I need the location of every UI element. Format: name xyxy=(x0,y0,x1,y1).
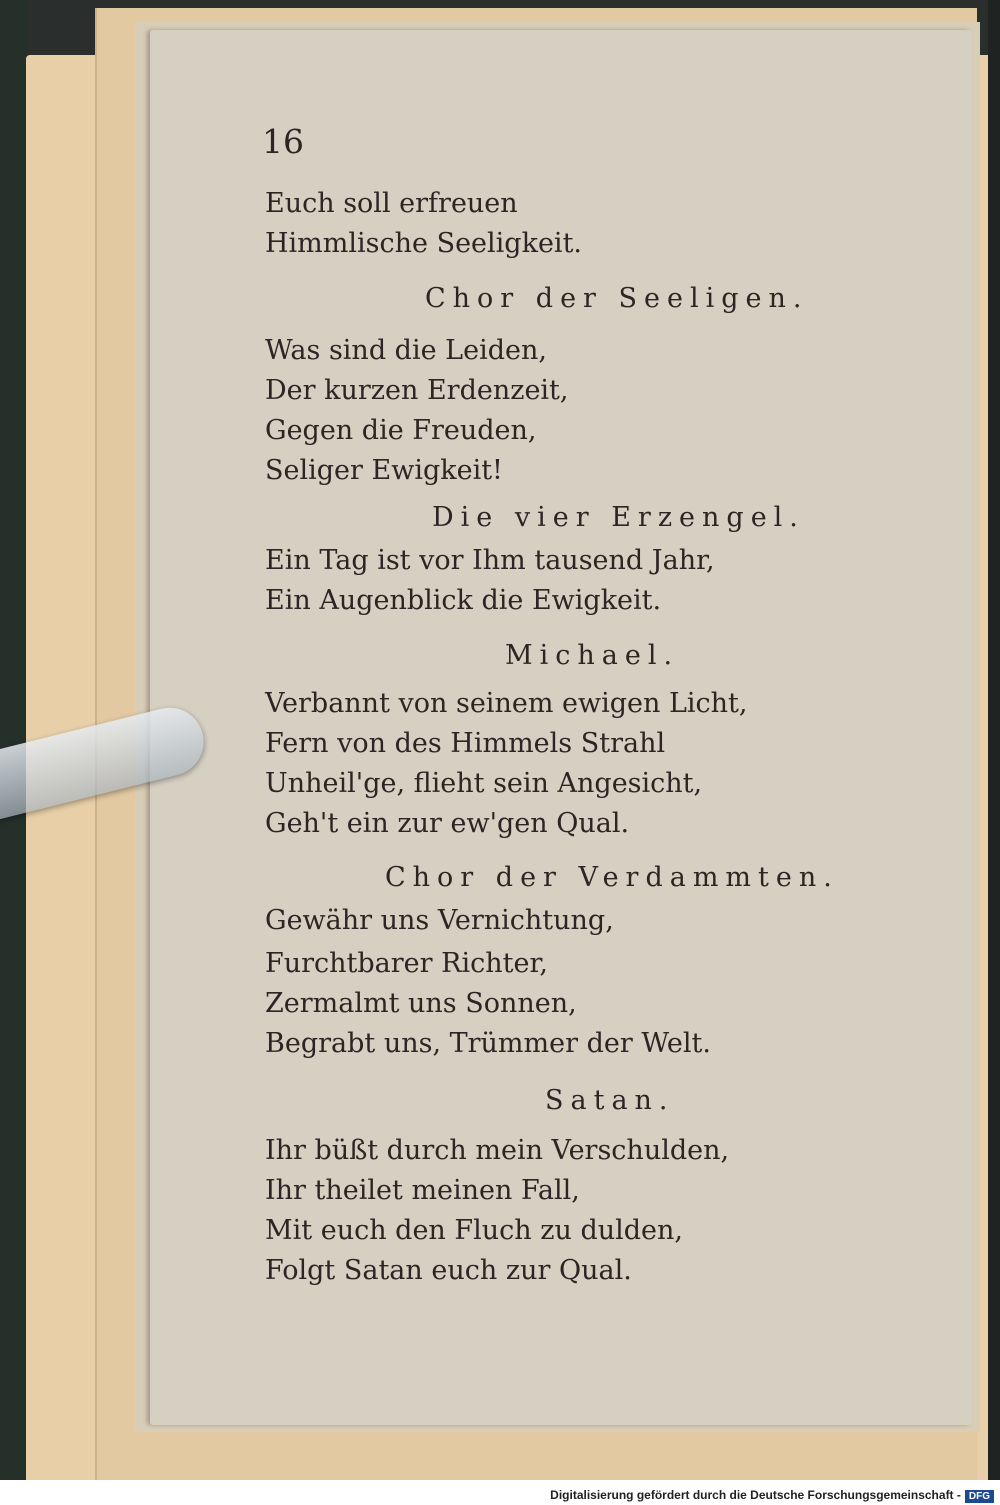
verse-line: Gewähr uns Vernichtung, xyxy=(265,905,614,936)
verse-line: Seliger Ewigkeit! xyxy=(265,455,503,486)
verse-line: Mit euch den Fluch zu dulden, xyxy=(265,1215,683,1246)
verse-line: Furchtbarer Richter, xyxy=(265,948,548,979)
verse-line: Ihr theilet meinen Fall, xyxy=(265,1175,580,1206)
verse-line: Der kurzen Erdenzeit, xyxy=(265,375,569,406)
footer-bar xyxy=(0,1480,1000,1505)
verse-line: Unheil'ge, flieht sein Angesicht, xyxy=(265,768,703,799)
verse-line: Geh't ein zur ew'gen Qual. xyxy=(265,808,630,839)
footer-credit: Digitalisierung gefördert durch die Deutsche Forschungsgemeinschaft - xyxy=(550,1488,961,1502)
verse-line: Euch soll erfreuen xyxy=(265,188,518,219)
section-heading: Chor der Seeligen. xyxy=(425,283,809,314)
section-heading: Die vier Erzengel. xyxy=(432,502,805,533)
verse-line: Himmlische Seeligkeit. xyxy=(265,228,582,259)
verse-line: Folgt Satan euch zur Qual. xyxy=(265,1255,632,1286)
verse-line: Fern von des Himmels Strahl xyxy=(265,728,666,759)
verse-line: Ein Tag ist vor Ihm tausend Jahr, xyxy=(265,545,715,576)
verse-line: Ein Augenblick die Ewigkeit. xyxy=(265,585,662,616)
verse-line: Was sind die Leiden, xyxy=(265,335,547,366)
scanner-bed-right xyxy=(988,0,1000,1480)
section-heading: Chor der Verdammten. xyxy=(385,862,839,893)
section-heading: Satan. xyxy=(545,1085,675,1116)
verse-line: Ihr büßt durch mein Verschulden, xyxy=(265,1135,730,1166)
verse-line: Verbannt von seinem ewigen Licht, xyxy=(265,688,748,719)
dfg-logo: DFG xyxy=(965,1490,994,1503)
section-heading: Michael. xyxy=(505,640,680,671)
verse-line: Gegen die Freuden, xyxy=(265,415,537,446)
verse-line: Begrabt uns, Trümmer der Welt. xyxy=(265,1028,711,1059)
page-number: 16 xyxy=(262,122,304,161)
verse-line: Zermalmt uns Sonnen, xyxy=(265,988,577,1019)
